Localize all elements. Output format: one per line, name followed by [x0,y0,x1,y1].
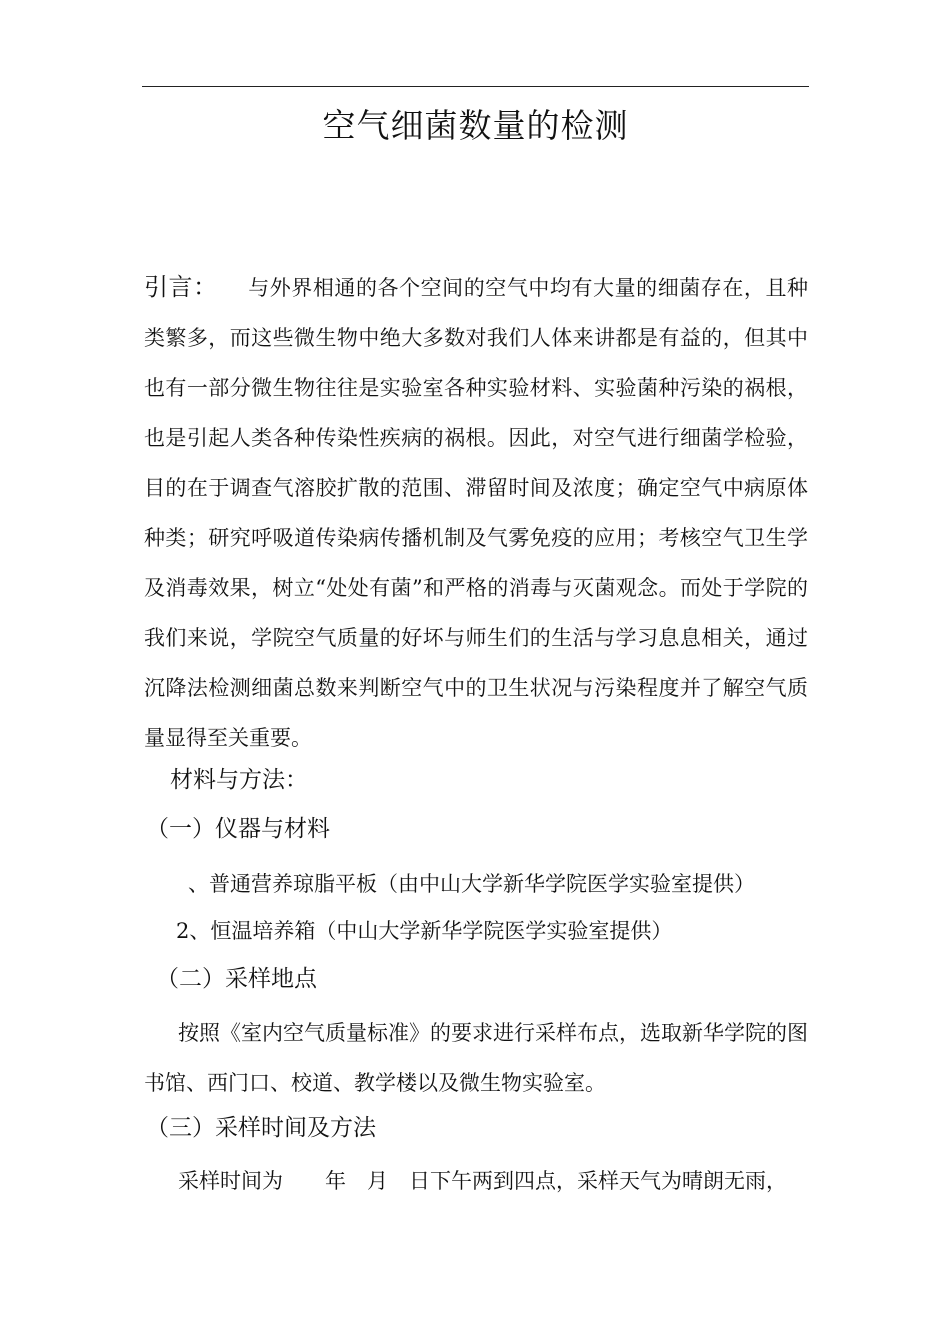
equipment-item-2: 2、恒温培养箱（中山大学新华学院医学实验室提供） [176,919,673,943]
section2-heading: （二）采样地点 [156,966,317,992]
section3-heading: （三）采样时间及方法 [146,1115,376,1141]
section1-heading: （一）仪器与材料 [146,816,330,842]
sampling-time-text: 采样时间为 年 月 日下午两到四点，采样天气为晴朗无雨， [178,1169,787,1193]
methods-heading: 材料与方法： [170,767,308,793]
intro-paragraph [144,262,808,763]
intro-text: 与外界相通的各个空间的空气中均有大量的细菌存在，且种类繁多，而这些微生物中绝大多数对我们人体来讲都是有益的，但其中也有一部分微生物往往是实验室各种实验材料、实验菌种污染的祸根，也是引起人类各种传染性疾病的祸根。因此，对空气进行细菌学检验，目的在于调查气溶胶扩散的范围、滞留时间及浓度；确定空气中病原体种类；研究呼吸道传染病传播机制及气雾免疫的应用；考核空气卫生学及消毒效果，树立“处处有菌”和严格的消毒与灭菌观念。而处于学院的我们来说，学院空气质量的好坏与师生们的生活与学习息息相关，通过沉降法检测细菌总数来判断空气中的卫生状况与污染程度并了解空气质量显得至关重要。 [144,276,808,750]
intro-label: 引言： [144,273,218,301]
document-title: 空气细菌数量的检测 [322,106,629,145]
sampling-location-paragraph: 按照《室内空气质量标准》的要求进行采样布点，选取新华学院的图书馆、西门口、校道、教学楼以及微生物实验室。 [144,1021,808,1095]
header-rule [142,86,809,87]
equipment-item-1: 、普通营养琼脂平板（由中山大学新华学院医学实验室提供） [188,872,755,896]
